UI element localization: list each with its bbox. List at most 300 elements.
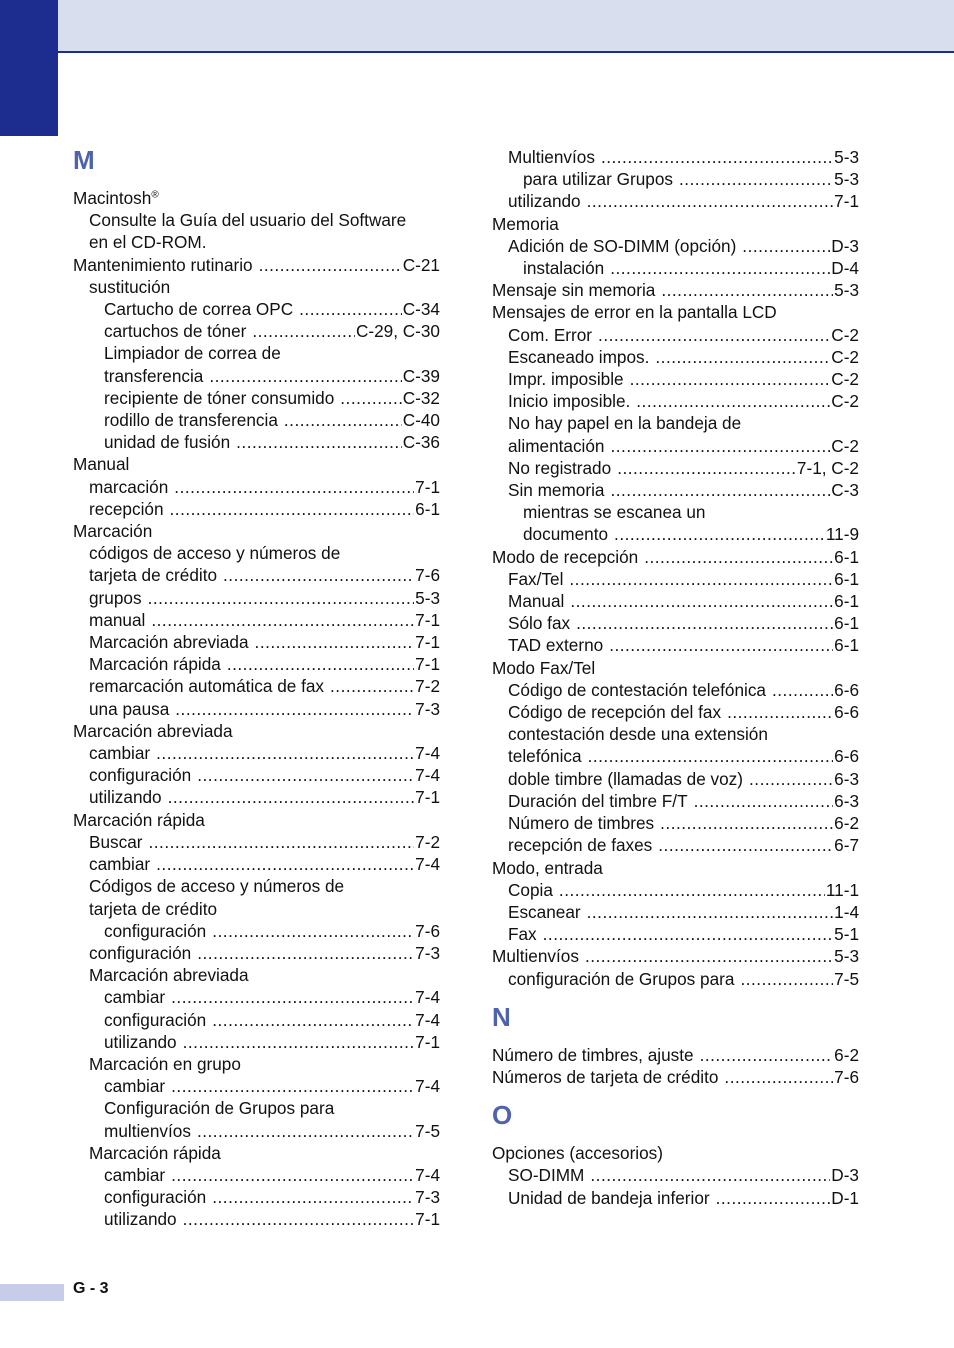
index-term: recepción de faxes <box>508 835 653 856</box>
index-entry <box>73 1075 440 1097</box>
dot-leader <box>569 568 833 590</box>
index-term: transferencia <box>104 365 204 386</box>
index-term: Número de timbres <box>508 813 655 834</box>
index-term: multienvíos <box>104 1120 191 1141</box>
index-term: Marcación abreviada <box>89 965 249 986</box>
index-term: cambiar <box>104 1164 166 1185</box>
page-reference: 6-7 <box>834 835 859 856</box>
index-term: remarcación automática de fax <box>89 676 325 697</box>
dot-leader <box>749 768 833 790</box>
index-term: Manual <box>508 591 565 612</box>
dot-leader <box>183 1031 415 1053</box>
index-entry <box>73 409 440 431</box>
dot-leader <box>183 1208 415 1230</box>
section-letter-heading: O <box>492 1100 513 1131</box>
index-term: documento <box>523 524 609 545</box>
page-reference: 6-6 <box>834 702 859 723</box>
dot-leader <box>209 365 401 387</box>
index-entry <box>492 745 859 767</box>
page-reference: D-1 <box>831 1187 859 1208</box>
dot-leader <box>724 1066 833 1088</box>
index-entry <box>492 968 859 990</box>
index-entry <box>492 834 859 856</box>
index-entry <box>492 301 859 323</box>
index-entry <box>492 168 859 190</box>
index-term: Modo, entrada <box>492 857 603 878</box>
page-reference: 6-6 <box>834 679 859 700</box>
dot-leader <box>610 479 830 501</box>
dot-leader <box>644 546 833 568</box>
index-entry <box>73 964 440 986</box>
index-term: Código de recepción del fax <box>508 702 722 723</box>
index-entry <box>73 387 440 409</box>
page-reference: 7-1 <box>415 1031 440 1052</box>
index-entry <box>73 187 440 209</box>
index-term: No registrado <box>508 457 612 478</box>
index-entry <box>73 986 440 1008</box>
dot-leader <box>171 1164 414 1186</box>
index-entry <box>492 568 859 590</box>
dot-leader <box>570 590 833 612</box>
index-entry <box>492 390 859 412</box>
index-entry <box>73 298 440 320</box>
index-entry <box>492 257 859 279</box>
page-reference: C-21 <box>402 254 440 275</box>
index-entry <box>492 146 859 168</box>
index-term: Inicio imposible. <box>508 391 631 412</box>
dot-leader <box>259 254 402 276</box>
index-entry <box>492 923 859 945</box>
index-term: Consulte la Guía del usuario del Software <box>89 210 407 231</box>
index-term: TAD externo <box>508 635 604 656</box>
dot-leader <box>543 923 834 945</box>
index-term: Multienvíos <box>508 147 595 167</box>
dot-leader <box>576 612 833 634</box>
index-column-right <box>492 146 859 1209</box>
dot-leader <box>171 1075 414 1097</box>
index-entry <box>73 631 440 653</box>
page-reference: C-3 <box>831 480 859 501</box>
page-reference: 6-1 <box>415 498 440 519</box>
page-reference: D-3 <box>831 1165 859 1186</box>
index-entry <box>73 342 440 364</box>
index-term: Mantenimiento rutinario <box>73 254 253 275</box>
index-term: Mensaje sin memoria <box>492 280 656 301</box>
page-reference: 5-3 <box>834 946 859 967</box>
index-term: Impr. imposible <box>508 369 624 390</box>
index-entry <box>73 1142 440 1164</box>
index-term: cambiar <box>89 743 151 764</box>
index-term: configuración <box>104 1009 207 1030</box>
index-entry <box>73 1009 440 1031</box>
dot-leader <box>655 346 830 368</box>
index-term: SO-DIMM <box>508 1165 585 1186</box>
index-entry <box>73 587 440 609</box>
index-entry <box>492 945 859 967</box>
dot-leader <box>559 879 825 901</box>
index-entry <box>73 609 440 631</box>
dot-leader <box>156 853 414 875</box>
index-term: Limpiador de correa de <box>104 343 281 364</box>
dot-leader <box>212 1186 414 1208</box>
page-reference: 11-9 <box>825 524 859 545</box>
dot-leader <box>212 1009 414 1031</box>
dot-leader <box>236 431 402 453</box>
page-reference: 7-6 <box>834 1066 859 1087</box>
index-entry <box>73 320 440 342</box>
page-reference: 7-1 <box>415 476 440 497</box>
index-entry <box>73 542 440 564</box>
index-term: utilizando <box>104 1209 177 1230</box>
index-entry <box>73 1164 440 1186</box>
dot-leader <box>212 920 414 942</box>
page-reference: 7-3 <box>415 942 440 963</box>
page-reference: 6-1 <box>834 635 859 656</box>
index-entry <box>492 634 859 656</box>
dot-leader <box>587 190 834 212</box>
index-term: No hay papel en la bandeja de <box>508 413 742 434</box>
dot-leader <box>679 168 833 190</box>
dot-leader <box>284 409 402 431</box>
page-reference: C-2 <box>831 324 859 345</box>
page-reference: C-2 <box>831 391 859 412</box>
index-entry <box>492 657 859 679</box>
index-entry <box>492 1066 859 1088</box>
index-term: Macintosh <box>73 188 152 208</box>
dot-leader <box>661 279 833 301</box>
index-entry <box>492 213 859 235</box>
index-entry <box>73 920 440 942</box>
page-reference: 7-1 <box>834 191 859 212</box>
index-entry <box>492 679 859 701</box>
page-reference: 1-4 <box>834 901 859 922</box>
index-entry <box>492 479 859 501</box>
index-entry <box>73 231 440 253</box>
index-entry <box>73 1031 440 1053</box>
page-number: G - 3 <box>73 1280 109 1297</box>
page-reference: 6-2 <box>834 813 859 834</box>
index-entry <box>73 675 440 697</box>
page-reference: 7-4 <box>415 854 440 875</box>
dot-leader <box>617 457 796 479</box>
page-reference: C-36 <box>402 432 440 453</box>
header-rule <box>58 51 954 53</box>
index-term: una pausa <box>89 698 170 719</box>
page-reference: 6-3 <box>834 768 859 789</box>
page-reference: 7-1 <box>415 654 440 675</box>
dot-leader <box>223 564 414 586</box>
index-entry <box>492 1187 859 1209</box>
index-term: en el CD-ROM. <box>89 232 207 253</box>
index-entry <box>73 1053 440 1075</box>
index-term: contestación desde una extensión <box>508 724 768 745</box>
page-reference: 6-6 <box>834 746 859 767</box>
dot-leader <box>197 764 414 786</box>
index-term: Marcación rápida <box>73 809 205 830</box>
index-entry <box>73 1208 440 1230</box>
index-term: recepción <box>89 498 164 519</box>
dot-leader <box>609 634 833 656</box>
page-reference: C-2 <box>831 346 859 367</box>
page-reference: 5-3 <box>834 169 859 190</box>
index-entry <box>492 1164 859 1186</box>
index-entry <box>492 324 859 346</box>
page-reference: 5-1 <box>834 924 859 945</box>
dot-leader <box>740 968 833 990</box>
page-reference: 5-3 <box>834 147 859 167</box>
index-entry <box>492 412 859 434</box>
dot-leader <box>660 812 833 834</box>
index-term: grupos <box>89 587 142 608</box>
index-entry <box>492 457 859 479</box>
dot-leader <box>585 945 833 967</box>
index-entry <box>73 698 440 720</box>
dot-leader <box>598 324 830 346</box>
index-term: Código de contestación telefónica <box>508 679 766 700</box>
index-entry <box>73 786 440 808</box>
page-reference: 6-1 <box>834 591 859 612</box>
index-term: Configuración de Grupos para <box>104 1098 335 1119</box>
page-reference: 7-5 <box>415 1120 440 1141</box>
dot-leader <box>614 523 825 545</box>
page-reference: 7-1 <box>415 1209 440 1230</box>
index-entry <box>73 653 440 675</box>
header-band <box>0 0 954 52</box>
index-entry <box>73 831 440 853</box>
index-term: Modo de recepción <box>492 546 639 567</box>
index-entry <box>492 435 859 457</box>
index-term: cambiar <box>104 1076 166 1097</box>
index-entry <box>73 898 440 920</box>
page-reference: C-29, C-30 <box>355 321 440 342</box>
index-term: configuración <box>104 920 207 941</box>
index-entry <box>73 209 440 231</box>
page-reference: C-32 <box>402 387 440 408</box>
page-reference: 11-1 <box>825 879 859 900</box>
page-reference: 7-2 <box>415 831 440 852</box>
index-entry <box>73 254 440 276</box>
index-entry <box>492 701 859 723</box>
index-term: tarjeta de crédito <box>89 565 218 586</box>
dot-leader <box>156 742 414 764</box>
index-term: cambiar <box>89 854 151 875</box>
index-entry <box>73 875 440 897</box>
index-entry <box>492 1044 859 1066</box>
index-entry <box>73 431 440 453</box>
dot-leader <box>658 834 833 856</box>
page-reference: 7-5 <box>834 968 859 989</box>
dot-leader <box>340 387 401 409</box>
index-entry <box>73 942 440 964</box>
index-term: configuración de Grupos para <box>508 968 735 989</box>
index-term: para utilizar Grupos <box>523 169 673 190</box>
index-entry <box>492 590 859 612</box>
index-entry <box>492 346 859 368</box>
index-term: Manual <box>73 454 130 475</box>
dot-leader <box>588 745 834 767</box>
index-entry <box>73 453 440 475</box>
index-term: sustitución <box>89 276 171 297</box>
index-term: Fax <box>508 924 537 945</box>
dot-leader <box>151 609 414 631</box>
page-reference: 7-1 <box>415 632 440 653</box>
index-entry <box>492 279 859 301</box>
index-term: Buscar <box>89 831 143 852</box>
index-term: configuración <box>89 942 192 963</box>
index-entry <box>492 501 859 523</box>
dot-leader <box>601 146 833 168</box>
index-term: telefónica <box>508 746 582 767</box>
index-term: tarjeta de crédito <box>89 898 218 919</box>
index-term: utilizando <box>104 1031 177 1052</box>
index-term: Marcación rápida <box>89 654 221 675</box>
dot-leader <box>197 1120 414 1142</box>
index-term: cartuchos de tóner <box>104 321 247 342</box>
dot-leader <box>299 298 402 320</box>
index-term: Escaneado impos. <box>508 346 650 367</box>
chapter-tab <box>0 0 58 136</box>
index-entry <box>492 879 859 901</box>
index-entry <box>73 564 440 586</box>
page-reference: 7-6 <box>415 920 440 941</box>
dot-leader <box>694 790 834 812</box>
page-reference: 7-4 <box>415 743 440 764</box>
index-entry <box>492 857 859 879</box>
page-reference: C-2 <box>831 435 859 456</box>
page-reference: C-2 <box>831 369 859 390</box>
dot-leader <box>772 679 833 701</box>
index-term: manual <box>89 609 146 630</box>
index-entry <box>492 235 859 257</box>
index-term: Marcación rápida <box>89 1142 221 1163</box>
page-reference: 7-3 <box>415 698 440 719</box>
page-reference: 6-2 <box>834 1044 859 1065</box>
index-entry <box>73 476 440 498</box>
index-term: Sin memoria <box>508 480 605 501</box>
index-term: Número de timbres, ajuste <box>492 1044 694 1065</box>
index-entry <box>73 1097 440 1119</box>
index-term: Sólo fax <box>508 613 571 634</box>
page-reference: D-3 <box>831 235 859 256</box>
section-spacer <box>492 1088 859 1101</box>
index-term: Modo Fax/Tel <box>492 657 596 678</box>
index-term: Escanear <box>508 901 581 922</box>
dot-leader <box>227 653 414 675</box>
index-term: Números de tarjeta de crédito <box>492 1066 719 1087</box>
dot-leader <box>148 587 415 609</box>
index-term: códigos de acceso y números de <box>89 543 341 564</box>
page-reference: 7-1 <box>415 609 440 630</box>
page-reference: 7-6 <box>415 565 440 586</box>
index-term: configuración <box>89 765 192 786</box>
index-term: Códigos de acceso y números de <box>89 876 345 897</box>
page-reference: 6-3 <box>834 790 859 811</box>
dot-leader <box>255 631 415 653</box>
index-entry <box>73 742 440 764</box>
index-entry <box>73 498 440 520</box>
index-entry <box>73 1120 440 1142</box>
index-term: Marcación abreviada <box>73 720 233 741</box>
page-reference: 7-1, C-2 <box>796 457 859 478</box>
dot-leader <box>611 435 831 457</box>
dot-leader <box>170 498 415 520</box>
registered-mark: ® <box>151 189 159 201</box>
index-entry <box>73 809 440 831</box>
index-term: Fax/Tel <box>508 568 564 589</box>
index-term: Adición de SO-DIMM (opción) <box>508 235 737 256</box>
index-entry <box>492 790 859 812</box>
index-term: Unidad de bandeja inferior <box>508 1187 710 1208</box>
index-entry <box>73 1186 440 1208</box>
section-letter-heading: M <box>73 145 95 175</box>
index-term: mientras se escanea un <box>523 502 706 523</box>
page-reference: 7-4 <box>415 1076 440 1097</box>
page-reference: C-39 <box>402 365 440 386</box>
index-entry <box>73 365 440 387</box>
index-term: unidad de fusión <box>104 432 231 453</box>
page-reference: 7-4 <box>415 1009 440 1030</box>
dot-leader <box>610 257 830 279</box>
index-entry <box>73 720 440 742</box>
index-entry <box>73 276 440 298</box>
index-entry <box>492 546 859 568</box>
dot-leader <box>168 786 415 808</box>
index-term: cambiar <box>104 987 166 1008</box>
page-reference: C-40 <box>402 410 440 431</box>
index-entry <box>492 190 859 212</box>
index-entry <box>73 764 440 786</box>
index-entry <box>492 901 859 923</box>
page-reference: 5-3 <box>415 587 440 608</box>
index-term: Multienvíos <box>492 946 579 967</box>
index-term: Duración del timbre F/T <box>508 790 688 811</box>
index-term: Mensajes de error en la pantalla LCD <box>492 302 777 323</box>
dot-leader <box>742 235 830 257</box>
index-term: Marcación <box>73 521 153 542</box>
page-reference: D-4 <box>831 258 859 279</box>
dot-leader <box>636 390 830 412</box>
dot-leader <box>174 476 414 498</box>
index-entry <box>492 723 859 745</box>
page-reference: 5-3 <box>834 280 859 301</box>
page-reference: 6-1 <box>834 613 859 634</box>
page-reference: 6-1 <box>834 568 859 589</box>
index-term: Copia <box>508 879 553 900</box>
page-reference: C-34 <box>402 299 440 320</box>
index-entry <box>73 520 440 542</box>
index-term: doble timbre (llamadas de voz) <box>508 768 744 789</box>
index-entry <box>492 368 859 390</box>
index-term: utilizando <box>89 787 162 808</box>
index-term: rodillo de transferencia <box>104 410 278 431</box>
page-reference: 7-3 <box>415 1187 440 1208</box>
index-entry <box>492 768 859 790</box>
index-entry <box>492 812 859 834</box>
index-term: Marcación en grupo <box>89 1053 241 1074</box>
footer-band <box>0 1284 64 1301</box>
dot-leader <box>727 701 833 723</box>
index-term: utilizando <box>508 191 581 212</box>
index-term: Com. Error <box>508 324 593 345</box>
page-reference: 6-1 <box>834 546 859 567</box>
index-entry <box>492 1142 859 1164</box>
dot-leader <box>175 698 414 720</box>
dot-leader <box>590 1164 830 1186</box>
page-reference: 7-4 <box>415 987 440 1008</box>
index-term: Opciones (accesorios) <box>492 1143 663 1164</box>
dot-leader <box>700 1044 834 1066</box>
section-spacer <box>492 990 859 1003</box>
